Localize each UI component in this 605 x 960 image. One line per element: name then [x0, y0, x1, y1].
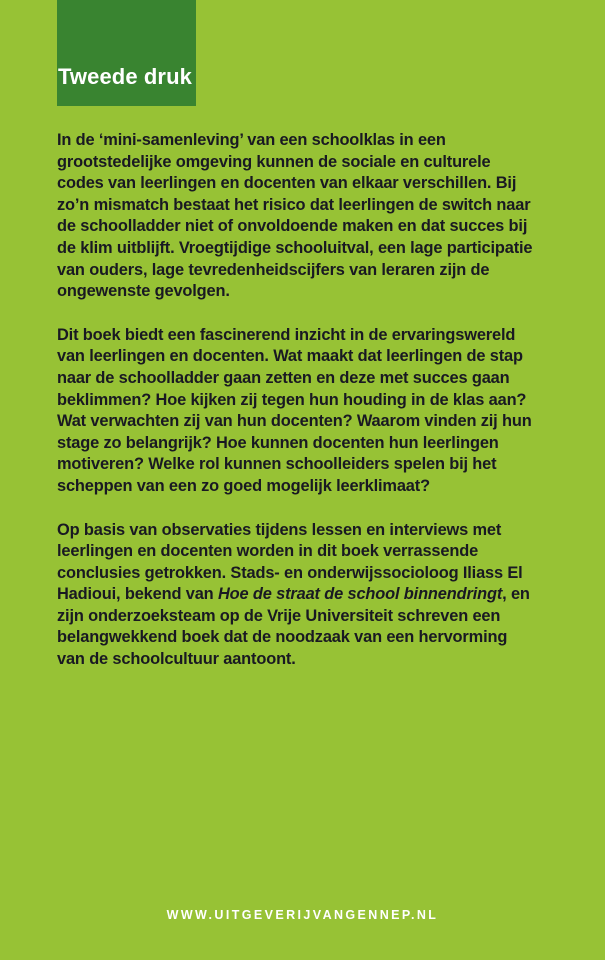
blurb-paragraph-3-lead: Op basis van observaties tijdens lessen en interviews met leerlingen en docenten worden in dit boek verrassende conclusies getrokken. Stads- en onderwijssocioloog Iliass El Hadioui, bekend van — [57, 520, 523, 604]
blurb-paragraph-2: Dit boek biedt een fascinerend inzicht in de ervaringswereld van leerlingen en docenten. Wat maakt dat leerlingen de stap naar de schoolladder gaan zetten en deze met succes gaan beklimmen? Hoe kijken zij tegen hun houding in de klas aan? Wat verwachten zij van hun docenten? Waarom vinden zij hun stage zo belangrijk? Hoe kunnen docenten hun leerlingen motiveren? Welke rol kunnen schoolleiders spelen bij het scheppen van een zo goed mogelijk leerklimaat? — [57, 325, 532, 495]
blurb-paragraph-3-tail: , en zijn onderzoeksteam op de Vrije Universiteit schreven een belangwekkend boek dat de noodzaak van een hervorming van de schoolcultuur aantoont. — [57, 585, 530, 669]
edition-badge-label: Tweede druk — [58, 64, 192, 89]
publisher-website-url[interactable]: WWW.UITGEVERIJVANGENNEP.NL — [166, 908, 439, 922]
blurb-paragraph-3 — [57, 520, 535, 671]
blurb-text-block — [57, 130, 535, 671]
blurb-paragraph-1: In de ‘mini-samenleving’ van een schoolklas in een grootstedelijke omgeving kunnen de sociale en culturele codes van leerlingen en docenten van elkaar verschillen. Bij zo’n mismatch bestaat het risico dat leerlingen de switch naar de schoolladder niet of onvoldoende maken en dat succes bij de klim uitblijft. Vroegtijdige schooluitval, een lage participatie van ouders, lage tevredenheidscijfers van leraren zijn de ongewenste gevolgen. — [57, 131, 533, 301]
referenced-book-title: Hoe de straat de school binnendringt — [217, 585, 503, 604]
